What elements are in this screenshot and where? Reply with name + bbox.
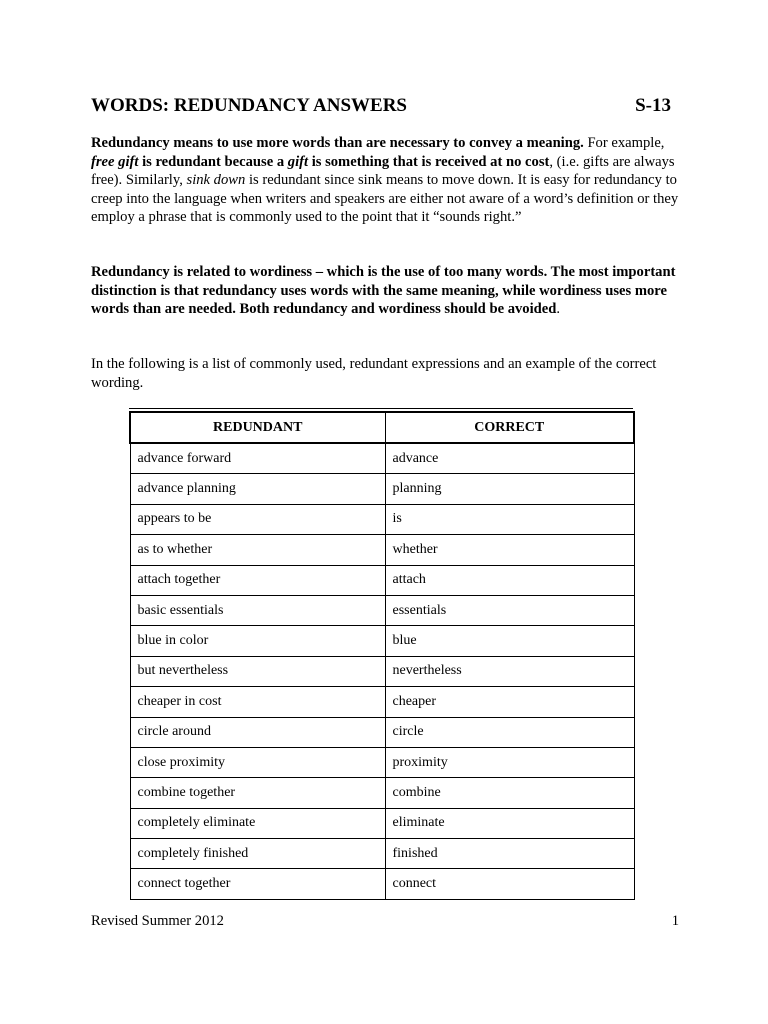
table-row [130, 595, 634, 625]
column-header-correct: CORRECT [385, 412, 634, 443]
correct-cell: essentials [385, 595, 634, 625]
correct-cell: attach [385, 565, 634, 595]
wordiness-text: Redundancy is related to wordiness – which is the use of too many words. The most important distinction is that redundancy uses words with the same meaning, while wordiness uses more words than are needed. Both redundancy and wordiness should be avoided [91, 264, 676, 317]
definition-sentence: Redundancy means to use more words than are necessary to convey a meaning. [91, 135, 584, 151]
table-row [130, 565, 634, 595]
redundant-cell: appears to be [130, 504, 385, 534]
example-term: gift [287, 153, 309, 170]
column-header-redundant: REDUNDANT [130, 412, 385, 443]
text-run: For example, [583, 135, 665, 151]
table-row [130, 504, 634, 534]
table-row [130, 687, 634, 717]
correct-cell: eliminate [385, 808, 634, 838]
correct-cell: proximity [385, 747, 634, 777]
correct-cell: cheaper [385, 687, 634, 717]
table-row [130, 717, 634, 747]
correct-cell: circle [385, 717, 634, 747]
redundant-cell: advance forward [130, 443, 385, 474]
document-code: S-13 [635, 95, 671, 116]
redundant-cell: combine together [130, 778, 385, 808]
text-run: is something that is received at no cost [308, 153, 550, 170]
table-row [130, 869, 634, 899]
table-row [130, 656, 634, 686]
table-row [130, 626, 634, 656]
text-run: , (i.e. gifts are always free). Similarly, [91, 153, 675, 188]
redundant-cell: attach together [130, 565, 385, 595]
page-footer [91, 913, 679, 930]
definition-paragraph [91, 134, 681, 227]
page-header [91, 94, 671, 118]
table-row [130, 443, 634, 474]
correct-cell: advance [385, 443, 634, 474]
table-row [130, 474, 634, 504]
text-run: . [556, 301, 561, 317]
text-run: is redundant because a [138, 153, 288, 170]
table-row [130, 778, 634, 808]
list-intro-paragraph: In the following is a list of commonly used, redundant expressions and an example of the correct wording. [91, 356, 657, 391]
redundancy-table-container [129, 408, 633, 900]
correct-cell: combine [385, 778, 634, 808]
redundant-cell: as to whether [130, 535, 385, 565]
redundant-cell: basic essentials [130, 595, 385, 625]
wordiness-paragraph [91, 263, 681, 319]
table-row [130, 747, 634, 777]
example-term: free gift [91, 153, 139, 170]
correct-cell: connect [385, 869, 634, 899]
table-row [130, 535, 634, 565]
correct-cell: planning [385, 474, 634, 504]
redundant-cell: blue in color [130, 626, 385, 656]
text-run: is redundant since sink means to move down. It is easy for redundancy to creep into the language when writers and speakers are either not aware of a word’s definition or they employ a phrase that is commonly used to the point that it “sounds right.” [91, 172, 679, 225]
page-title: WORDS: REDUNDANCY ANSWERS [91, 95, 407, 116]
redundant-cell: cheaper in cost [130, 687, 385, 717]
redundant-cell: but nevertheless [130, 656, 385, 686]
example-term: sink down [186, 172, 246, 188]
correct-cell: finished [385, 839, 634, 869]
table-row [130, 839, 634, 869]
redundant-cell: close proximity [130, 747, 385, 777]
redundant-cell: completely finished [130, 839, 385, 869]
correct-cell: nevertheless [385, 656, 634, 686]
redundancy-table [129, 411, 635, 900]
page-number: 1 [671, 913, 679, 929]
correct-cell: whether [385, 535, 634, 565]
table-header-row [130, 412, 634, 443]
correct-cell: blue [385, 626, 634, 656]
redundant-cell: advance planning [130, 474, 385, 504]
revision-note: Revised Summer 2012 [91, 913, 224, 929]
correct-cell: is [385, 504, 634, 534]
redundant-cell: connect together [130, 869, 385, 899]
redundant-cell: circle around [130, 717, 385, 747]
redundant-cell: completely eliminate [130, 808, 385, 838]
table-row [130, 808, 634, 838]
